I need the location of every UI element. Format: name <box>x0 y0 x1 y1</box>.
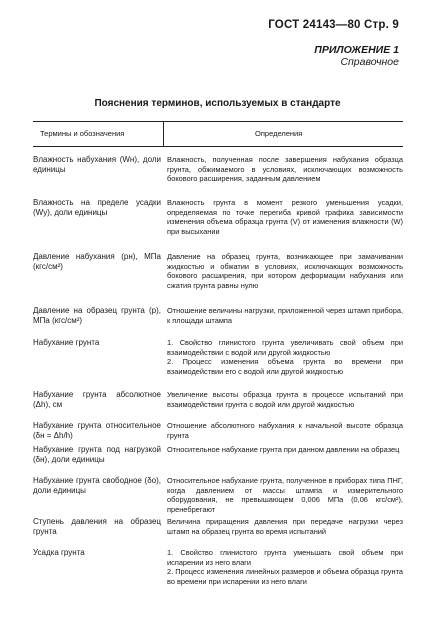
definition-text: 1. Свойство глинистого грунта уменьшать свой объем при испарении из него влаги <box>167 548 403 567</box>
page-title: Пояснения терминов, используемых в стандарте <box>94 98 341 109</box>
term-cell: Набухание грунта относительное (δн = Δh/h) <box>33 421 161 440</box>
definition-text: Давление на образец грунта, возникающее при замачивании жидкостью и обжатии в условиях, исключающих возможность бокового расширения, при котором деформации набухания или сжатия грунта равны нулю <box>167 252 403 290</box>
term-cell: Давление набухания (pн), МПа (кгс/см²) <box>33 252 161 271</box>
table-top-rule <box>33 121 403 122</box>
appendix-label: ПРИЛОЖЕНИЕ 1 <box>314 44 399 56</box>
definition-text: 1. Свойство глинистого грунта увеличивать свой объем при взаимодействии с водой или другой жидкостью <box>167 338 403 357</box>
definition-cell <box>167 421 403 440</box>
definition-cell <box>167 198 403 236</box>
definition-cell <box>167 390 403 409</box>
definition-text: Величина приращения давления при передаче нагрузки через штамп на образец грунта во время испытаний <box>167 517 403 536</box>
definition-cell <box>167 155 403 184</box>
definition-cell <box>167 338 403 376</box>
definition-cell <box>167 445 403 455</box>
term-cell: Влажность набухания (Wн), доли единицы <box>33 155 161 174</box>
definition-text: Влажность грунта в момент резкого уменьшения усадки, определяемая по точке перегиба кривой графика зависимости изменения объема образца грунта (V) от изменения влажности (W) при высыхании <box>167 198 403 236</box>
column-separator <box>163 121 164 146</box>
definition-text: Влажность, полученная после завершения набухания образца грунта, обжимаемого в условиях, исключающих возможность бокового расширения, заданным давлением <box>167 155 403 183</box>
appendix-block <box>314 44 399 68</box>
definition-text: Относительное набухание грунта при данном давлении на образец <box>167 445 400 454</box>
definition-text: Отношение абсолютного набухания к начальной высоте образца грунта <box>167 421 403 440</box>
definition-text: Отношение величины нагрузки, приложенной через штамп прибора, к площади штампа <box>167 306 403 325</box>
definition-text: 2. Процесс изменения линейных размеров и объема образца грунта во времени при испарении из него влаги <box>167 567 403 586</box>
definition-cell <box>167 548 403 586</box>
table-header-rule <box>33 146 403 147</box>
definition-text: Относительное набухание грунта, полученное в приборах типа ПНГ, когда давлением от массы штампа и измерительного оборудования, не превышающем 0,006 МПа (0,06 кгс/см²), пренебрегают <box>167 476 403 514</box>
column-header-definitions: Определения <box>255 129 303 138</box>
term-cell: Усадка грунта <box>33 548 85 557</box>
term-cell: Набухание грунта абсолютное (Δh), см <box>33 390 161 409</box>
page-header: ГОСТ 24143—80 Стр. 9 <box>268 19 399 31</box>
definition-cell <box>167 306 403 325</box>
definition-cell <box>167 517 403 536</box>
term-cell: Ступень давления на образец грунта <box>33 517 161 536</box>
term-cell: Давление на образец грунта (p), МПа (кгс/см²) <box>33 306 161 325</box>
column-header-terms: Термины и обозначения <box>40 129 125 138</box>
term-cell: Влажность на пределе усадки (Wу), доли единицы <box>33 198 161 217</box>
term-cell: Набухание грунта <box>33 338 100 347</box>
term-cell: Набухание грунта свободное (δо), доли единицы <box>33 476 161 495</box>
definition-cell <box>167 476 403 514</box>
definition-text: 2. Процесс изменения объема грунта во времени при взаимодействии его с водой или другой жидкостью <box>167 357 403 376</box>
appendix-kind: Справочное <box>340 56 399 68</box>
term-cell: Набухание грунта под нагрузкой (δн), доли единицы <box>33 445 161 464</box>
definition-text: Увеличение высоты образца грунта в процессе испытаний при взаимодействии грунта с водой или другой жидкостью <box>167 390 403 409</box>
definition-cell <box>167 252 403 290</box>
